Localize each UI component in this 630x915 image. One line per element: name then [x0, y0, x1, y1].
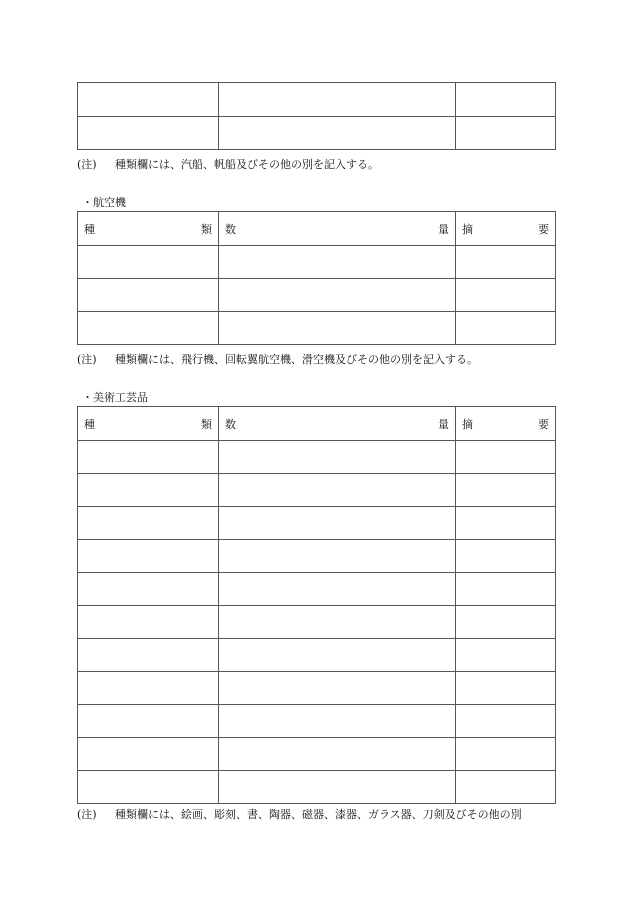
remarks-cell[interactable]	[456, 83, 555, 116]
quantity-cell[interactable]	[219, 474, 456, 506]
remarks-cell[interactable]	[456, 441, 555, 473]
remarks-cell[interactable]	[456, 606, 555, 638]
quantity-cell[interactable]	[219, 771, 456, 803]
quantity-cell[interactable]	[219, 246, 456, 278]
remarks-cell[interactable]	[456, 771, 555, 803]
kind-cell[interactable]	[78, 246, 219, 278]
aircraft-table	[77, 211, 556, 345]
kind-cell[interactable]	[78, 573, 219, 605]
header-kind: 種 類	[78, 212, 219, 245]
table-row	[78, 671, 555, 704]
kind-cell[interactable]	[78, 672, 219, 704]
kind-cell[interactable]	[78, 312, 219, 344]
table-row	[78, 539, 555, 572]
table-row	[78, 704, 555, 737]
kind-cell[interactable]	[78, 771, 219, 803]
quantity-cell[interactable]	[219, 738, 456, 770]
header-kind: 種 類	[78, 407, 219, 440]
remarks-cell[interactable]	[456, 705, 555, 737]
table-row	[78, 572, 555, 605]
remarks-cell[interactable]	[456, 672, 555, 704]
remarks-cell[interactable]	[456, 474, 555, 506]
note-text: 種類欄には、汽船、帆船及びその他の別を記入する。	[115, 158, 379, 171]
quantity-cell[interactable]	[219, 639, 456, 671]
table-row	[78, 440, 555, 473]
remarks-cell[interactable]	[456, 507, 555, 539]
table-header-row	[78, 407, 555, 440]
header-quantity: 数 量	[219, 212, 456, 245]
kind-cell[interactable]	[78, 639, 219, 671]
note-text: 種類欄には、飛行機、回転翼航空機、滑空機及びその他の別を記入する。	[115, 353, 478, 366]
kind-cell[interactable]	[78, 705, 219, 737]
aircraft-section-title: ・航空機	[82, 196, 126, 209]
header-quantity: 数 量	[219, 407, 456, 440]
table-row	[78, 278, 555, 311]
table-header-row	[78, 212, 555, 245]
quantity-cell[interactable]	[219, 540, 456, 572]
kind-cell[interactable]	[78, 606, 219, 638]
quantity-cell[interactable]	[219, 441, 456, 473]
quantity-cell[interactable]	[219, 606, 456, 638]
table-row	[78, 116, 555, 149]
quantity-cell[interactable]	[219, 705, 456, 737]
table-row	[78, 506, 555, 539]
remarks-cell[interactable]	[456, 312, 555, 344]
table-row	[78, 737, 555, 770]
quantity-cell[interactable]	[219, 279, 456, 311]
quantity-cell[interactable]	[219, 573, 456, 605]
remarks-cell[interactable]	[456, 279, 555, 311]
kind-cell[interactable]	[78, 474, 219, 506]
remarks-cell[interactable]	[456, 540, 555, 572]
table-row	[78, 605, 555, 638]
note-text: 種類欄には、絵画、彫刻、書、陶器、磁器、漆器、ガラス器、刀剣及びその他の別	[115, 808, 522, 821]
quantity-cell[interactable]	[219, 117, 456, 149]
ships-note	[77, 156, 379, 172]
ships-table	[77, 82, 556, 150]
table-row	[78, 770, 555, 803]
note-tag: (注)	[77, 353, 97, 366]
crafts-section-title: ・美術工芸品	[82, 391, 148, 404]
remarks-cell[interactable]	[456, 738, 555, 770]
table-row	[78, 83, 555, 116]
quantity-cell[interactable]	[219, 672, 456, 704]
table-row	[78, 473, 555, 506]
table-row	[78, 638, 555, 671]
table-row	[78, 245, 555, 278]
kind-cell[interactable]	[78, 540, 219, 572]
header-remarks: 摘 要	[462, 222, 549, 236]
header-remarks: 摘 要	[462, 417, 549, 431]
note-tag: (注)	[77, 808, 97, 821]
quantity-cell[interactable]	[219, 83, 456, 116]
kind-cell[interactable]	[78, 117, 219, 149]
quantity-cell[interactable]	[219, 312, 456, 344]
crafts-note	[77, 806, 522, 822]
note-tag: (注)	[77, 158, 97, 171]
kind-cell[interactable]	[78, 738, 219, 770]
kind-cell[interactable]	[78, 507, 219, 539]
table-row	[78, 311, 555, 344]
remarks-cell[interactable]	[456, 117, 555, 149]
aircraft-note	[77, 351, 478, 367]
kind-cell[interactable]	[78, 83, 219, 116]
remarks-cell[interactable]	[456, 573, 555, 605]
quantity-cell[interactable]	[219, 507, 456, 539]
kind-cell[interactable]	[78, 441, 219, 473]
kind-cell[interactable]	[78, 279, 219, 311]
crafts-table	[77, 406, 556, 804]
remarks-cell[interactable]	[456, 639, 555, 671]
remarks-cell[interactable]	[456, 246, 555, 278]
